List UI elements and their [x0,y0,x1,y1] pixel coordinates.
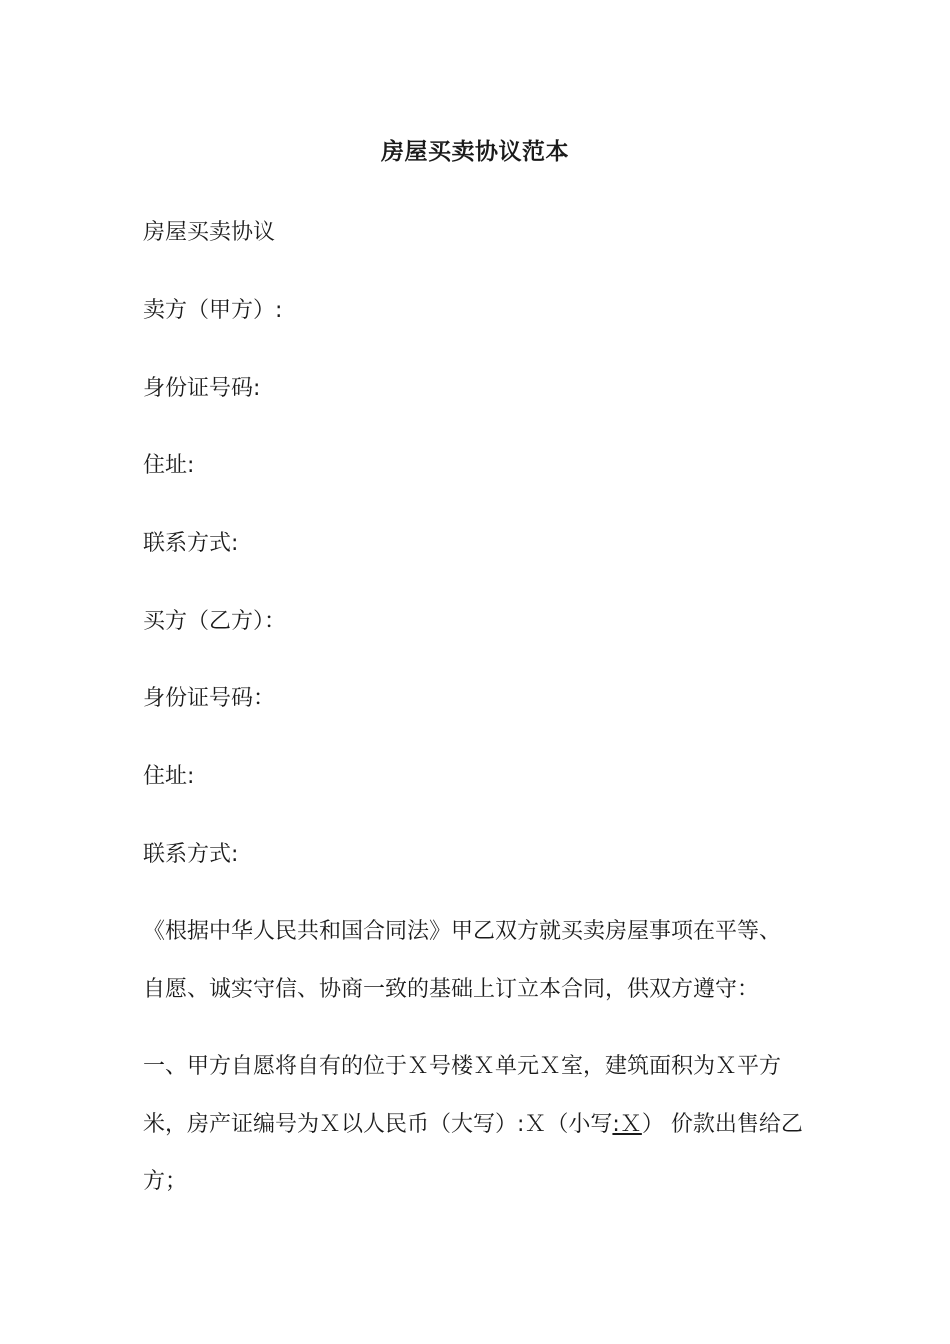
clause-1-line-1: 一、甲方自愿将自有的位于Ｘ号楼Ｘ单元Ｘ室，建筑面积为Ｘ平方 [143,1054,782,1079]
clause-1-line-2 [143,1107,803,1138]
seller-contact-label: 联系方式: [143,531,239,556]
clause-1-line-2-end: ） 价款出售给乙 [641,1112,803,1137]
buyer-label: 买方（乙方）： [143,609,287,634]
document-title: 房屋买卖协议范本 [381,139,569,165]
agreement-subtitle: 房屋买卖协议 [143,220,276,245]
clause-1-line-2-start: 米，房产证编号为Ｘ以人民币（大写）:Ｘ（小写 [143,1112,613,1137]
clause-1-line-3: 方； [143,1169,188,1194]
intro-line-1: 《根据中华人民共和国合同法》甲乙双方就买卖房屋事项在平等、 [143,919,782,944]
seller-id-label: 身份证号码: [143,376,261,401]
buyer-contact-label: 联系方式: [143,842,239,867]
buyer-id-label: 身份证号码： [143,686,276,711]
seller-label: 卖方（甲方）: [143,298,283,323]
intro-line-2: 自愿、诚实守信、协商一致的基础上订立本合同，供双方遵守： [143,977,760,1002]
price-lowercase-value: :Ｘ [612,1112,642,1137]
seller-address-label: 住址: [143,453,195,478]
buyer-address-label: 住址: [143,764,195,789]
